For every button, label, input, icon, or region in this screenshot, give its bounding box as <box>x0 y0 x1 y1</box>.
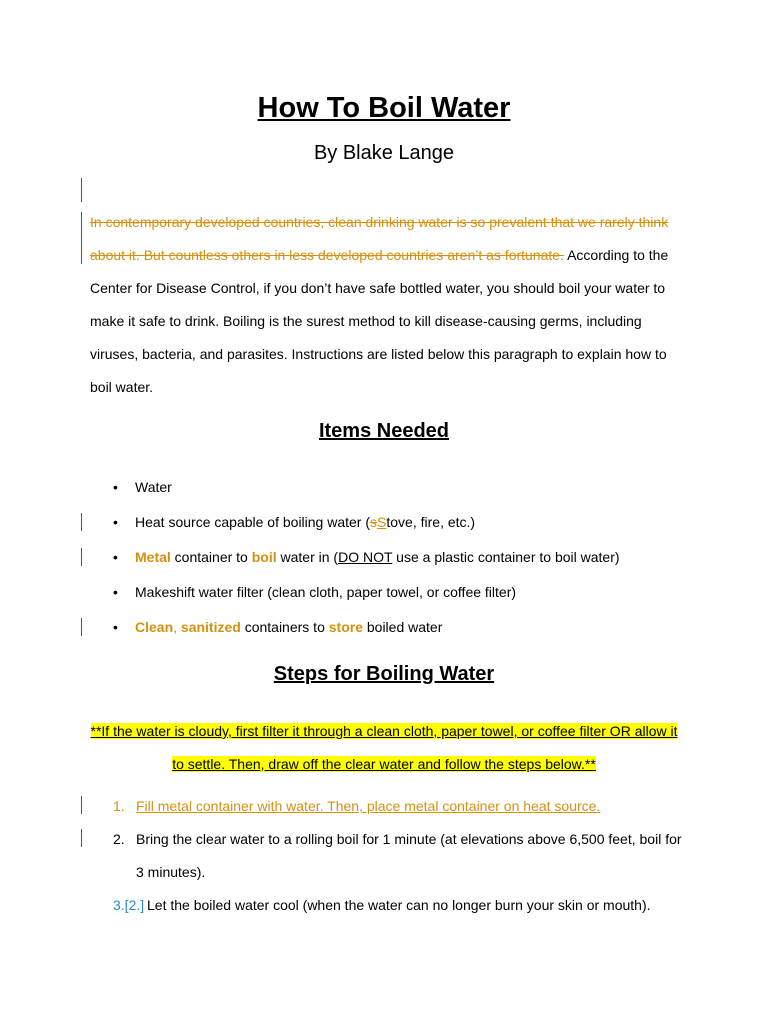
intro-paragraph <box>90 206 680 404</box>
list-item: 2. Bring the clear water to a rolling boil for 1 minute (at elevations above 6,500 feet, boil for 3 minutes). <box>113 823 688 889</box>
document-title: How To Boil Water <box>257 92 511 124</box>
steps-heading: Steps for Boiling Water <box>273 663 495 685</box>
underlined-text: DO NOT <box>338 549 393 565</box>
document-author: By Blake Lange <box>313 142 455 164</box>
formatted-text: sanitized <box>177 619 241 635</box>
change-bar <box>81 618 82 636</box>
list-item: • Heat source capable of boiling water (sStove, fire, etc.) <box>135 505 695 540</box>
change-bar <box>81 829 82 847</box>
list-item: 3.[2.] Let the boiled water cool (when the water can no longer burn your skin or mouth). <box>113 889 688 922</box>
step-number: 1. <box>113 798 125 814</box>
step-number: 3.[2.] <box>113 897 145 913</box>
change-bar <box>81 178 82 202</box>
list-item: • Water <box>135 470 695 505</box>
list-item: • Metal container to boil water in (DO NOT use a plastic container to boil water) <box>135 540 695 575</box>
inserted-text: , <box>173 619 178 635</box>
steps-list <box>113 790 688 922</box>
cloudy-water-note: **If the water is cloudy, first filter it through a clean cloth, paper towel, or coffee filter OR allow it to settle. Then, draw off the clear water and follow the steps below.** <box>90 723 678 772</box>
list-item: 1. Fill metal container with water. Then, place metal container on heat source. <box>113 790 688 823</box>
items-list <box>135 470 695 645</box>
formatted-text: boil <box>251 549 277 565</box>
intro-text: According to the Center for Disease Control, if you don’t have safe bottled water, you should boil your water to make it safe to drink. Boiling is the surest method to kill disease-causing germs, including viruses, bacteria, and parasites. Instructions are listed below this paragraph to explain how to boil water. <box>90 247 669 395</box>
formatted-text: Metal <box>135 549 171 565</box>
formatted-text: store <box>328 619 363 635</box>
deleted-text: In contemporary developed countries, clean drinking water is so prevalent that we rarely think about it. But countless others in less developed countries aren’t as fortunate. <box>90 214 669 263</box>
list-item: • Clean, sanitized containers to store boiled water <box>135 610 695 645</box>
change-bar <box>81 548 82 566</box>
step-number: 2. <box>113 831 125 847</box>
items-needed-heading: Items Needed <box>318 420 450 442</box>
formatted-text: Clean <box>135 619 174 635</box>
list-item: • Makeshift water filter (clean cloth, paper towel, or coffee filter) <box>135 575 695 610</box>
change-bar <box>81 513 82 531</box>
change-bar <box>81 796 82 814</box>
change-bar <box>81 212 82 264</box>
deleted-text: s <box>370 514 378 530</box>
inserted-text: S <box>377 514 387 530</box>
